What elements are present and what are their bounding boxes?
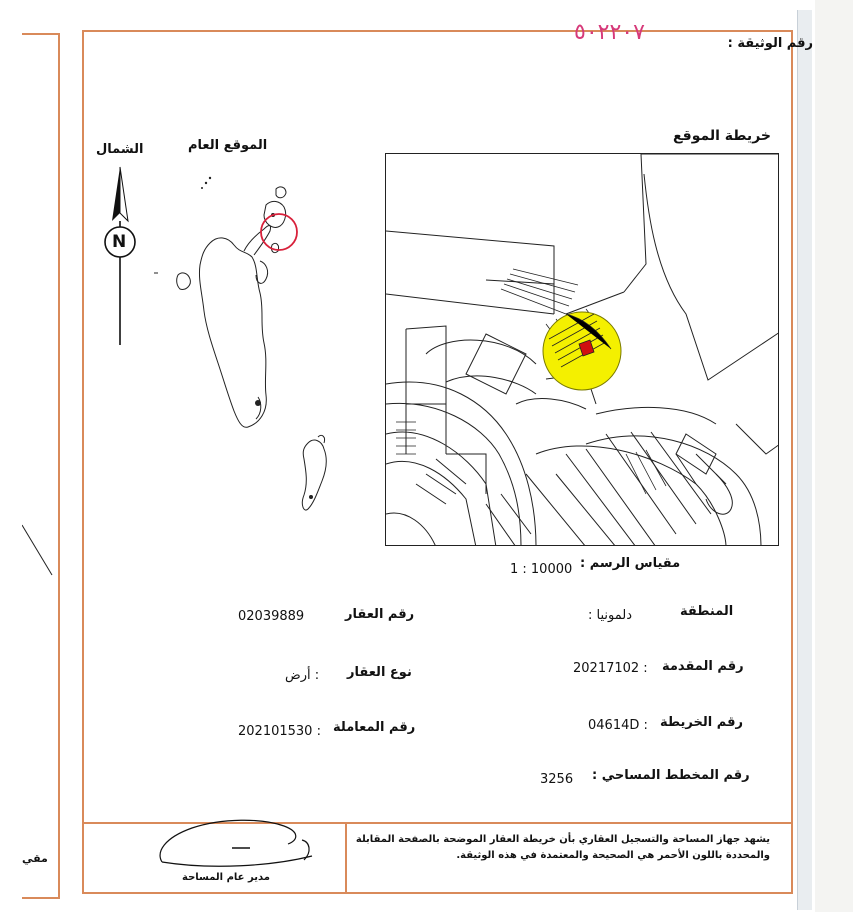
document-number: ٥٠٢٢٠٧	[574, 20, 645, 45]
area-label: المنطقة	[680, 604, 734, 619]
certification-divider	[345, 822, 347, 894]
general-location-title: الموقع العام	[188, 138, 268, 153]
request-number-value: 20217102 :	[573, 661, 648, 676]
north-label: الشمال	[96, 142, 144, 157]
survey-plan-label: رقم المخطط المساحي :	[592, 768, 750, 783]
adjacent-page-line	[22, 520, 62, 580]
property-number-value: 02039889	[238, 609, 305, 624]
survey-plan-value: 3256	[540, 772, 574, 787]
site-map	[385, 153, 779, 546]
north-letter: N	[112, 232, 127, 252]
north-arrow-icon	[96, 165, 146, 345]
scale-value: 1 : 10000	[510, 562, 573, 577]
document-number-label: رقم الوثيقة :	[727, 36, 813, 51]
scale-label: مقياس الرسم :	[580, 556, 681, 571]
adjacent-page-text: مقي	[22, 852, 48, 865]
property-type-value: أرض :	[285, 668, 320, 683]
signatory-title: مدير عام المساحة	[182, 872, 270, 883]
certification-text: يشهد جهاز المساحة والتسجيل العقاري بأن خريطة العقار الموضحة بالصفحة المقابلة والمحددة باللون الأحمر هي الصحيحة والمعتمدة في هذه الوثيقة.	[355, 834, 770, 861]
transaction-number-label: رقم المعاملة	[333, 720, 416, 735]
property-type-label: نوع العقار	[347, 665, 412, 680]
location-circle	[261, 214, 297, 250]
site-map-drawing	[386, 154, 779, 546]
request-number-label: رقم المقدمة	[662, 659, 744, 674]
signature	[152, 812, 332, 876]
adjacent-page-frame	[22, 33, 60, 899]
transaction-number-value: 202101530 :	[238, 724, 321, 739]
page-edge	[797, 10, 812, 910]
bahrain-outline-map	[148, 175, 348, 520]
area-value: : دلمونيا	[588, 608, 632, 623]
property-number-label: رقم العقار	[345, 607, 415, 622]
site-map-title: خريطة الموقع	[672, 128, 771, 144]
map-number-label: رقم الخريطة	[660, 715, 743, 730]
map-number-value: 04614D :	[588, 718, 648, 733]
